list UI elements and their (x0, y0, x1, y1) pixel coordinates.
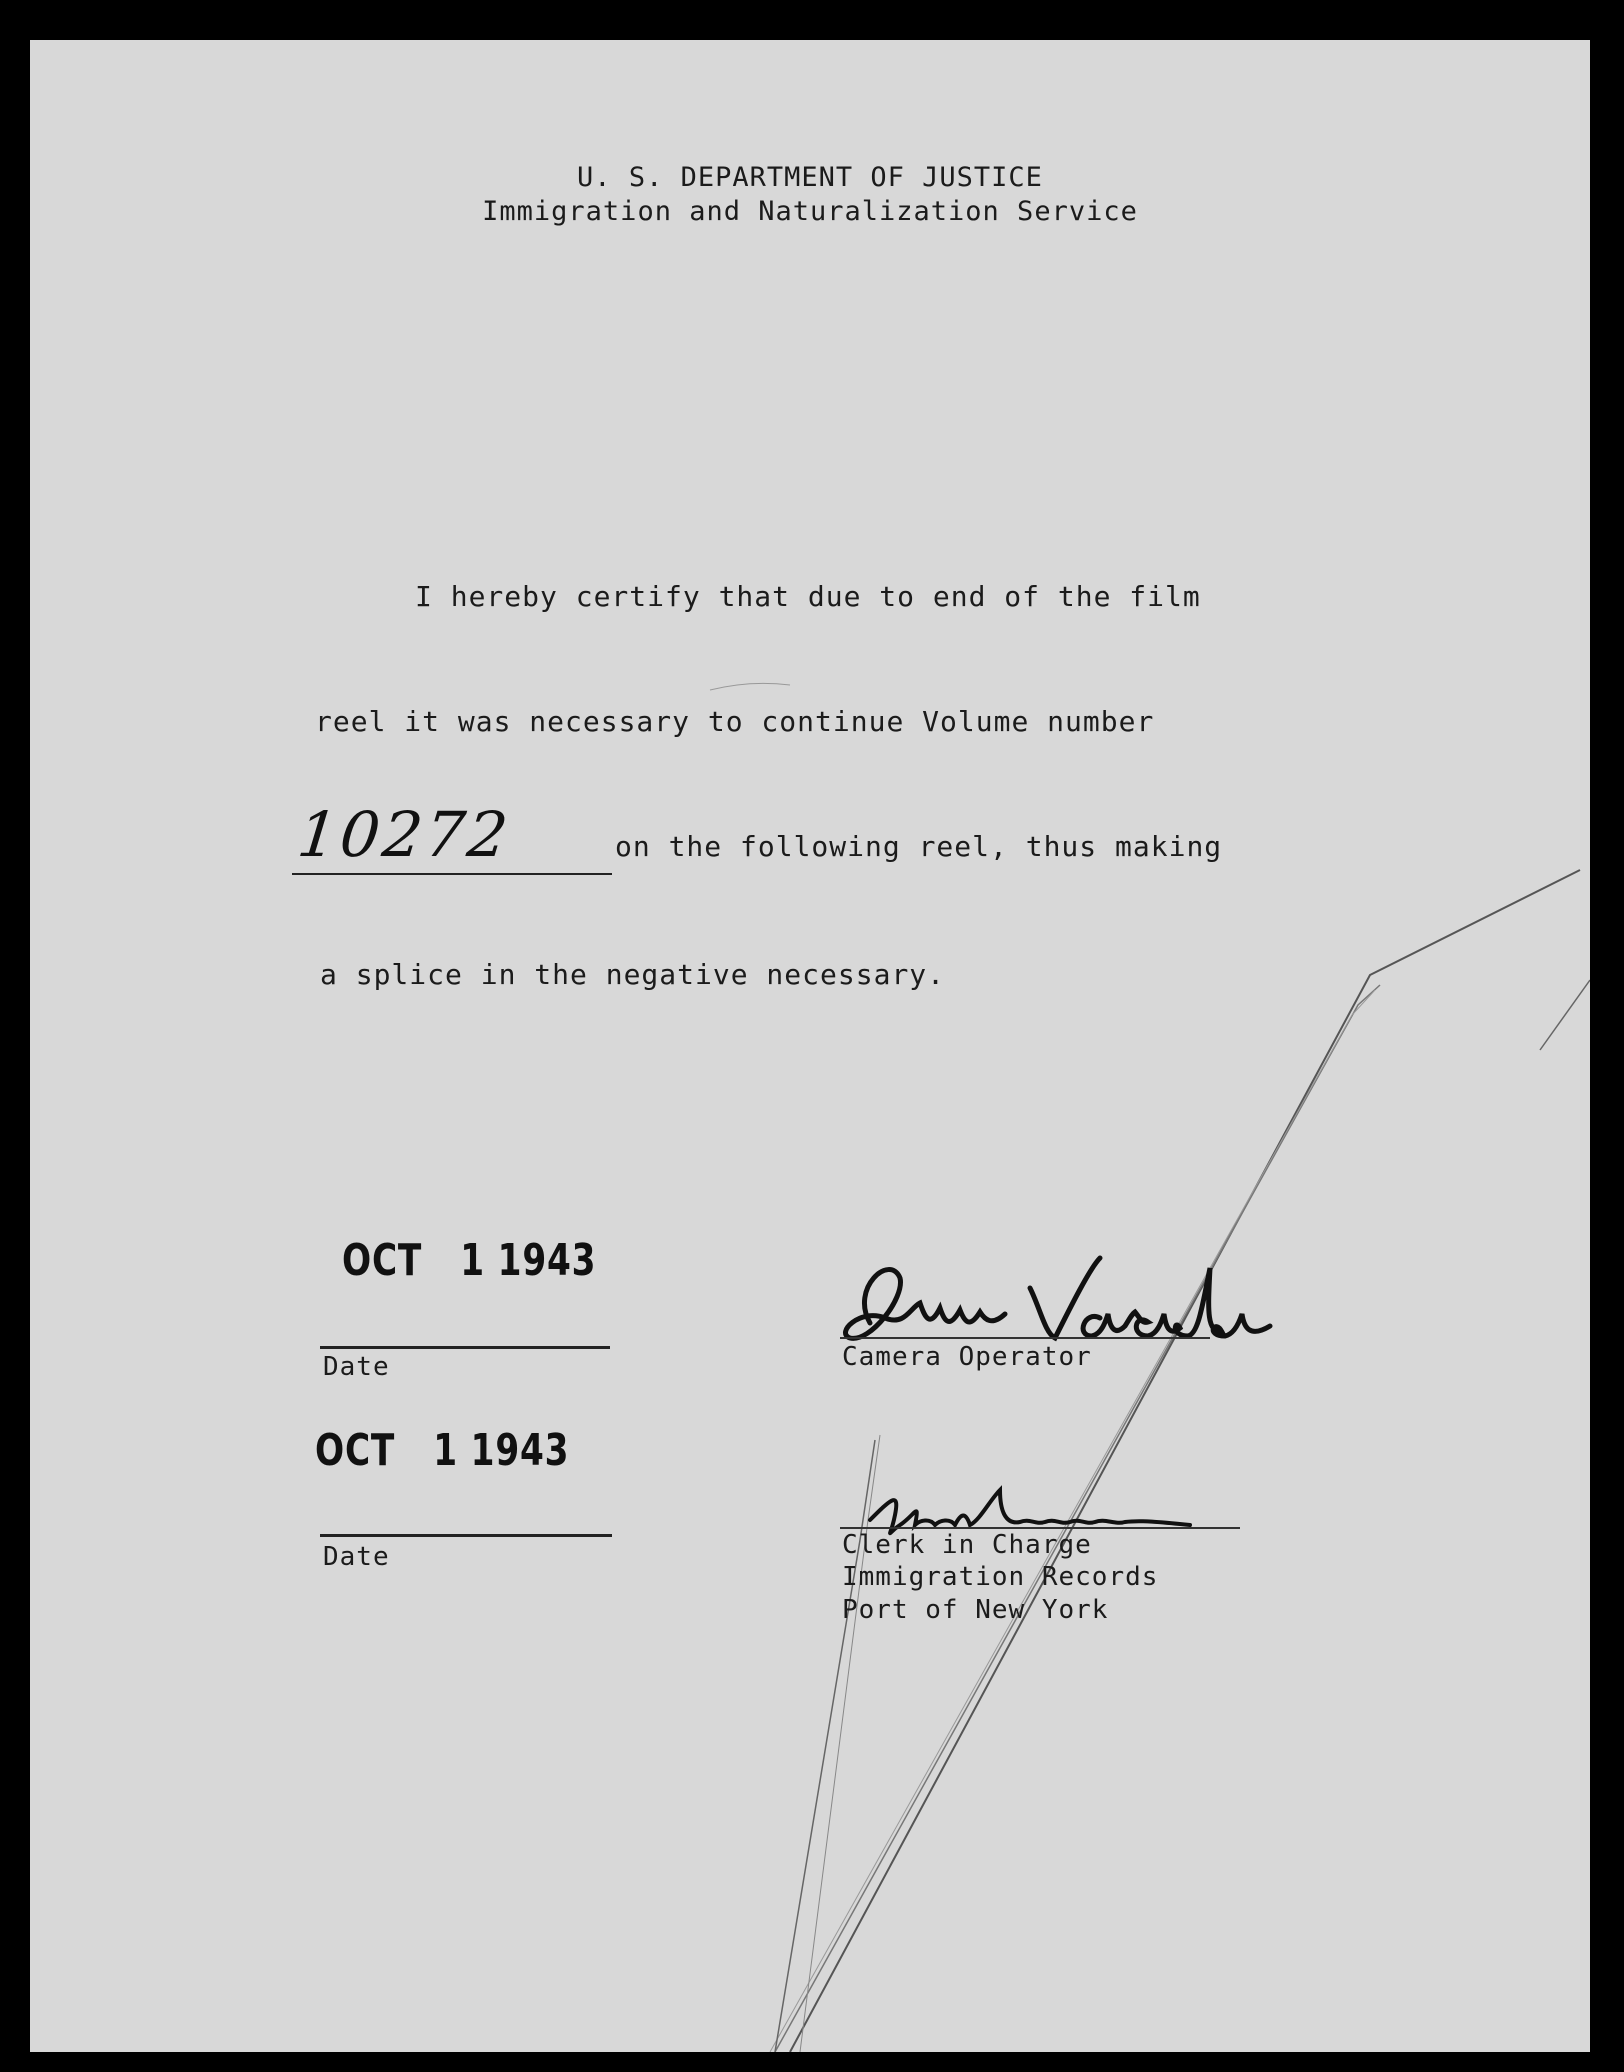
certificate-line-3: on the following reel, thus making (615, 830, 1223, 863)
date-stamp-2: OCT 1 1943 (315, 1425, 570, 1476)
film-scratches (30, 40, 1590, 2052)
clerk-signature-line (840, 1527, 1240, 1529)
volume-number-handwritten: 10272 (294, 798, 515, 871)
date-label-1: Date (323, 1352, 390, 1382)
certificate-line-1: I hereby certify that due to end of the film (415, 580, 1201, 613)
camera-operator-signature-line (840, 1337, 1210, 1339)
clerk-caption-location: Port of New York (842, 1595, 1109, 1625)
camera-operator-caption: Camera Operator (842, 1342, 1092, 1372)
date-stamp-1: OCT 1 1943 (342, 1235, 597, 1286)
certificate-line-4: a splice in the negative necessary. (320, 958, 946, 991)
date-label-2: Date (323, 1542, 390, 1572)
service-title: Immigration and Naturalization Service (482, 196, 1138, 227)
clerk-caption-title: Clerk in Charge (842, 1530, 1092, 1560)
volume-number-underline (292, 873, 612, 875)
date-rule-1 (320, 1346, 610, 1349)
clerk-caption-department: Immigration Records (842, 1562, 1159, 1592)
date-rule-2 (320, 1534, 612, 1537)
certificate-line-2: reel it was necessary to continue Volume number (315, 705, 1155, 738)
document-sheet (30, 40, 1590, 2052)
agency-title: U. S. DEPARTMENT OF JUSTICE (577, 162, 1043, 193)
